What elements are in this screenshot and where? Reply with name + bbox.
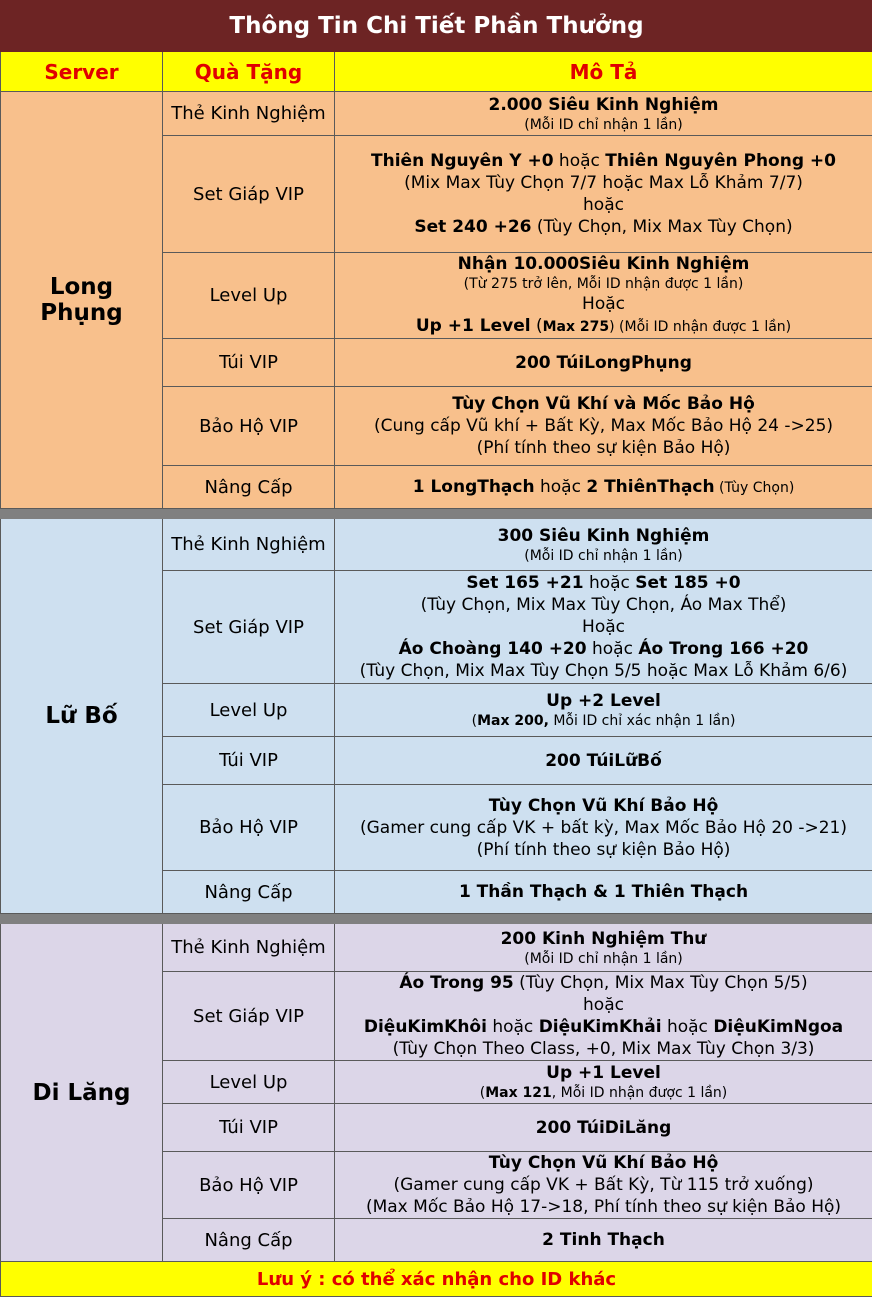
description-line bbox=[339, 881, 868, 903]
description-line bbox=[339, 572, 868, 594]
gift-name: Túi VIP bbox=[163, 339, 335, 387]
reward-row bbox=[1, 92, 872, 136]
description-segment: Tùy Chọn Vũ Khí và Mốc Bảo Hộ bbox=[452, 394, 755, 414]
description-line bbox=[339, 638, 868, 660]
gift-description bbox=[335, 571, 872, 684]
description-line bbox=[339, 750, 868, 772]
description-segment: (Cung cấp Vũ khí + Bất Kỳ, Max Mốc Bảo Hộ 24 ->25) bbox=[373, 416, 834, 436]
gift-description bbox=[335, 387, 872, 466]
gift-description bbox=[335, 339, 872, 387]
description-segment: Set 165 +21 bbox=[466, 573, 584, 593]
description-segment: 200 TúiLongPhụng bbox=[515, 352, 692, 373]
description-line bbox=[339, 1117, 868, 1139]
description-line bbox=[339, 1016, 868, 1038]
description-segment: Up +2 Level bbox=[546, 691, 661, 711]
description-line bbox=[339, 972, 868, 994]
description-segment: hoặc bbox=[583, 995, 624, 1015]
gift-name: Level Up bbox=[163, 1061, 335, 1104]
description-segment: (Mỗi ID chỉ nhận 1 lần) bbox=[524, 116, 683, 133]
gift-name: Bảo Hộ VIP bbox=[163, 387, 335, 466]
gift-name: Nâng Cấp bbox=[163, 466, 335, 509]
gift-description bbox=[335, 972, 872, 1061]
description-line bbox=[339, 1084, 868, 1102]
description-segment: 300 Siêu Kinh Nghiệm bbox=[497, 525, 710, 546]
description-line bbox=[339, 839, 868, 861]
description-segment: (Mỗi ID chỉ nhận 1 lần) bbox=[524, 950, 683, 967]
description-segment: 200 TúiDiLăng bbox=[535, 1117, 672, 1138]
description-segment: 2 Tinh Thạch bbox=[542, 1230, 665, 1250]
gift-name: Bảo Hộ VIP bbox=[163, 785, 335, 871]
server-name: Di Lăng bbox=[1, 924, 163, 1262]
description-segment: DiệuKimNgoa bbox=[713, 1017, 844, 1037]
description-line bbox=[339, 116, 868, 134]
description-segment: (Gamer cung cấp VK + bất kỳ, Max Mốc Bảo Hộ 20 ->21) bbox=[359, 817, 848, 838]
description-line bbox=[339, 1196, 868, 1218]
description-line bbox=[339, 690, 868, 712]
gift-description bbox=[335, 136, 872, 253]
description-segment: (Tùy Chọn) bbox=[714, 479, 795, 496]
page-title: Thông Tin Chi Tiết Phần Thưởng bbox=[1, 1, 872, 52]
gift-description bbox=[335, 1152, 872, 1219]
description-segment: 200 Kinh Nghiệm Thư bbox=[500, 928, 707, 949]
description-segment: ( bbox=[471, 713, 478, 729]
gift-description bbox=[335, 519, 872, 571]
server-name: Lữ Bố bbox=[1, 519, 163, 914]
description-segment: (Mix Max Tùy Chọn 7/7 hoặc Max Lỗ Khảm 7/7) bbox=[404, 173, 803, 193]
reward-row bbox=[1, 519, 872, 571]
description-segment: 200 TúiLữBố bbox=[545, 750, 662, 771]
gift-description bbox=[335, 466, 872, 509]
description-line bbox=[339, 393, 868, 415]
description-segment: (Tùy Chọn, Mix Max Tùy Chọn 5/5 hoặc Max Lỗ Khảm 6/6) bbox=[359, 661, 848, 681]
description-line bbox=[339, 150, 868, 172]
gift-name: Thẻ Kinh Nghiệm bbox=[163, 924, 335, 972]
description-line bbox=[339, 437, 868, 459]
gift-description bbox=[335, 1219, 872, 1262]
description-segment: (Tùy Chọn, Mix Max Tùy Chọn, Áo Max Thể) bbox=[420, 595, 787, 615]
separator-bar bbox=[1, 914, 872, 924]
description-line bbox=[339, 1174, 868, 1196]
description-segment: Max 200, bbox=[477, 713, 549, 729]
description-segment: Hoặc bbox=[582, 617, 625, 637]
reward-row bbox=[1, 924, 872, 972]
description-line bbox=[339, 712, 868, 730]
description-line bbox=[339, 547, 868, 565]
description-segment: 2.000 Siêu Kinh Nghiệm bbox=[488, 94, 719, 115]
gift-description bbox=[335, 253, 872, 339]
description-line bbox=[339, 1152, 868, 1174]
description-line bbox=[339, 817, 868, 839]
description-line bbox=[339, 415, 868, 437]
description-segment: (Tùy Chọn, Mix Max Tùy Chọn) bbox=[531, 217, 793, 237]
description-line bbox=[339, 275, 868, 293]
description-segment: Mỗi ID chỉ xác nhận 1 lần) bbox=[548, 713, 736, 729]
description-segment: 2 ThiênThạch bbox=[586, 476, 715, 497]
description-segment: hoặc bbox=[583, 195, 624, 215]
description-segment: DiệuKimKhôi bbox=[363, 1017, 487, 1037]
gift-name: Set Giáp VIP bbox=[163, 972, 335, 1061]
description-segment: Max 121 bbox=[485, 1085, 552, 1101]
description-segment: Set 240 +26 bbox=[414, 217, 532, 237]
gift-description bbox=[335, 92, 872, 136]
description-segment: DiệuKimKhải bbox=[538, 1017, 662, 1037]
description-segment: ) (Mỗi ID nhận được 1 lần) bbox=[609, 319, 792, 335]
description-segment: Max 275 bbox=[542, 319, 610, 335]
group-separator bbox=[1, 914, 872, 924]
gift-description bbox=[335, 785, 872, 871]
description-line bbox=[339, 352, 868, 374]
description-line bbox=[339, 1229, 868, 1251]
description-line bbox=[339, 253, 868, 275]
description-line bbox=[339, 476, 868, 499]
description-segment: ( bbox=[479, 1085, 486, 1101]
gift-description bbox=[335, 684, 872, 737]
description-segment: (Từ 275 trở lên, Mỗi ID nhận được 1 lần) bbox=[463, 276, 744, 292]
description-line bbox=[339, 950, 868, 968]
description-segment: hoặc bbox=[583, 573, 636, 593]
description-segment: hoặc bbox=[486, 1017, 539, 1037]
group-separator bbox=[1, 509, 872, 519]
description-segment: (Max Mốc Bảo Hộ 17->18, Phí tính theo sự kiện Bảo Hộ) bbox=[365, 1197, 842, 1217]
description-segment: hoặc bbox=[553, 151, 606, 171]
header-desc: Mô Tả bbox=[335, 52, 872, 92]
gift-description bbox=[335, 737, 872, 785]
description-line bbox=[339, 1062, 868, 1084]
description-segment: 1 Thần Thạch & 1 Thiên Thạch bbox=[458, 882, 749, 902]
description-line bbox=[339, 194, 868, 216]
gift-name: Level Up bbox=[163, 684, 335, 737]
description-line bbox=[339, 660, 868, 682]
description-segment: (Mỗi ID chỉ nhận 1 lần) bbox=[524, 547, 683, 564]
description-segment: 1 LongThạch bbox=[412, 476, 535, 497]
description-line bbox=[339, 616, 868, 638]
gift-description bbox=[335, 1061, 872, 1104]
gift-name: Thẻ Kinh Nghiệm bbox=[163, 92, 335, 136]
gift-name: Set Giáp VIP bbox=[163, 136, 335, 253]
description-line bbox=[339, 1038, 868, 1060]
description-segment: (Tùy Chọn Theo Class, +0, Mix Max Tùy Chọn 3/3) bbox=[392, 1039, 815, 1059]
header-row bbox=[1, 52, 872, 92]
header-server: Server bbox=[1, 52, 163, 92]
description-line bbox=[339, 525, 868, 547]
description-segment: (Gamer cung cấp VK + Bất Kỳ, Từ 115 trở xuống) bbox=[393, 1175, 814, 1195]
description-line bbox=[339, 594, 868, 616]
description-segment: Tùy Chọn Vũ Khí Bảo Hộ bbox=[488, 1153, 719, 1173]
description-segment: hoặc bbox=[586, 639, 639, 659]
gift-description bbox=[335, 924, 872, 972]
gift-description bbox=[335, 1104, 872, 1152]
description-segment: Up +1 Level bbox=[415, 316, 531, 336]
separator-bar bbox=[1, 509, 872, 519]
description-line bbox=[339, 94, 868, 116]
description-line bbox=[339, 928, 868, 950]
description-segment: Áo Trong 166 +20 bbox=[638, 639, 809, 659]
header-gift: Quà Tặng bbox=[163, 52, 335, 92]
description-segment: Áo Trong 95 bbox=[399, 973, 514, 993]
description-segment: hoặc bbox=[534, 476, 587, 497]
description-segment: Áo Choàng 140 +20 bbox=[398, 639, 587, 659]
description-segment: , Mỗi ID nhận được 1 lần) bbox=[551, 1085, 728, 1101]
description-segment: Thiên Nguyên Phong +0 bbox=[605, 151, 836, 171]
description-segment: Nhận 10.000Siêu Kinh Nghiệm bbox=[457, 254, 750, 274]
footer-row bbox=[1, 1262, 872, 1297]
description-line bbox=[339, 795, 868, 817]
footer-note: Lưu ý : có thể xác nhận cho ID khác bbox=[1, 1262, 872, 1297]
description-segment: Hoặc bbox=[582, 294, 625, 314]
description-segment: (Tùy Chọn, Mix Max Tùy Chọn 5/5) bbox=[513, 973, 808, 993]
gift-name: Túi VIP bbox=[163, 1104, 335, 1152]
description-segment: hoặc bbox=[661, 1017, 714, 1037]
gift-name: Bảo Hộ VIP bbox=[163, 1152, 335, 1219]
description-segment: Thiên Nguyên Y +0 bbox=[371, 151, 554, 171]
description-segment: Tùy Chọn Vũ Khí Bảo Hộ bbox=[488, 795, 719, 816]
description-line bbox=[339, 293, 868, 315]
server-name: Long Phụng bbox=[1, 92, 163, 509]
description-segment: (Phí tính theo sự kiện Bảo Hộ) bbox=[476, 839, 731, 860]
title-row bbox=[1, 1, 872, 52]
description-segment: (Phí tính theo sự kiện Bảo Hộ) bbox=[476, 438, 731, 458]
description-line bbox=[339, 994, 868, 1016]
gift-name: Nâng Cấp bbox=[163, 1219, 335, 1262]
gift-description bbox=[335, 871, 872, 914]
description-segment: ( bbox=[530, 316, 543, 336]
description-segment: Set 185 +0 bbox=[635, 573, 741, 593]
gift-name: Level Up bbox=[163, 253, 335, 339]
description-segment: Up +1 Level bbox=[546, 1063, 661, 1083]
gift-name: Thẻ Kinh Nghiệm bbox=[163, 519, 335, 571]
gift-name: Nâng Cấp bbox=[163, 871, 335, 914]
gift-name: Túi VIP bbox=[163, 737, 335, 785]
description-line bbox=[339, 216, 868, 238]
gift-name: Set Giáp VIP bbox=[163, 571, 335, 684]
description-line bbox=[339, 315, 868, 338]
description-line bbox=[339, 172, 868, 194]
